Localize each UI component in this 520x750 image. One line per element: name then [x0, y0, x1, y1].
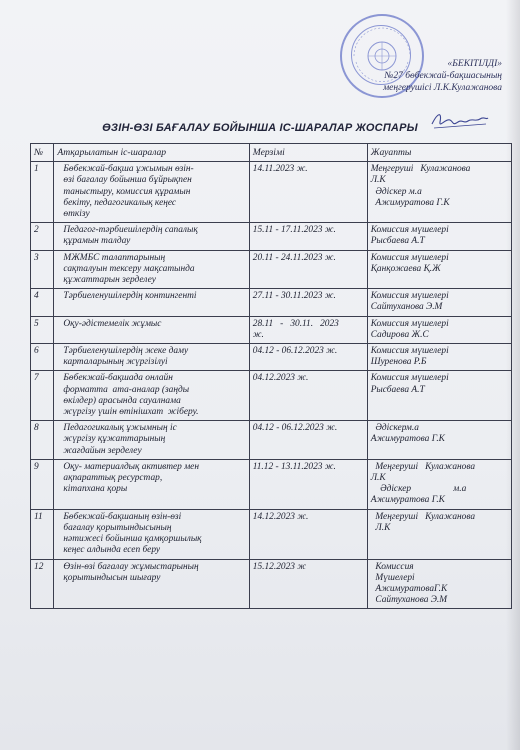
row-activity-line: өкілдер) арасында сауалнама	[63, 395, 181, 406]
row-activity-line: Педагогикалық ұжымның іс	[63, 423, 177, 434]
header-responsible: Жауапты	[367, 144, 511, 162]
row-activity-line: Оқу-әдістемелік жұмыс	[63, 318, 162, 329]
row-activity	[54, 509, 249, 559]
row-responsible-line: Комиссия мүшелері	[370, 373, 449, 384]
row-number: 5	[31, 316, 54, 343]
row-activity-line: өзі бағалау бойынша бұйрықпен	[63, 175, 192, 186]
row-date-line: 27.11 - 30.11.2023 ж.	[252, 291, 336, 302]
row-activity	[54, 421, 249, 460]
row-responsible	[367, 162, 511, 223]
row-responsible-line: Әдіскер м.а	[370, 484, 467, 495]
row-activity-line: Бөбекжай-бақша ұжымын өзін-	[63, 164, 194, 175]
row-activity-line: таныстыру, комиссия құрамын	[63, 186, 191, 197]
page-title: ӨЗІН-ӨЗІ БАҒАЛАУ БОЙЫНША ІС-ШАРАЛАР ЖОСПАРЫ	[102, 122, 418, 134]
row-activity-line: кітапхана қоры	[63, 484, 128, 495]
row-activity-line: қорытындысын шығару	[63, 572, 161, 583]
row-responsible-line: Рысбаева А.Т	[370, 236, 425, 247]
table-row	[31, 162, 512, 223]
row-activity-line: Өзін-өзі бағалау жұмыстарының	[63, 561, 199, 572]
row-activity	[54, 162, 249, 223]
row-date	[249, 559, 367, 609]
row-date	[249, 316, 367, 343]
row-activity-line: өткізу	[63, 209, 90, 220]
table-row	[31, 459, 512, 509]
row-activity-line: жүргізу үшін өтінішхат жіберу.	[63, 407, 199, 418]
row-date	[249, 371, 367, 421]
header-date: Мерзімі	[249, 144, 367, 162]
row-date	[249, 344, 367, 371]
row-responsible-line: Қанқожаева Қ.Ж	[370, 263, 441, 274]
row-responsible-line: Л.К	[370, 175, 386, 186]
row-date-line: 04.12 - 06.12.2023 ж.	[252, 346, 338, 357]
row-responsible	[367, 509, 511, 559]
row-responsible-line: Меңгеруші Кулажанова	[370, 164, 471, 175]
table-row	[31, 371, 512, 421]
table-row	[31, 316, 512, 343]
row-responsible-line: Мүшелері	[370, 572, 415, 583]
row-date	[249, 250, 367, 289]
table-row	[31, 289, 512, 316]
row-responsible-line: Комиссия мүшелері	[370, 318, 449, 329]
row-number: 8	[31, 421, 54, 460]
table-body	[31, 162, 512, 609]
table-row	[31, 421, 512, 460]
header-no: №	[31, 144, 54, 162]
row-responsible-line: Меңгеруші Кулажанова	[370, 461, 476, 472]
row-date	[249, 289, 367, 316]
row-date-line: 14.12.2023 ж.	[252, 511, 309, 522]
row-activity	[54, 371, 249, 421]
row-responsible-line: Ажимуратова Г.К	[370, 434, 445, 445]
row-date	[249, 459, 367, 509]
row-responsible	[367, 459, 511, 509]
table-row	[31, 250, 512, 289]
row-date-line: 11.12 - 13.11.2023 ж.	[252, 461, 336, 472]
row-date-line: 04.12 - 06.12.2023 ж.	[252, 423, 338, 434]
row-activity-line: Бөбекжай-бақшаның өзін-өзі	[63, 511, 182, 522]
row-number: 12	[31, 559, 54, 609]
approval-block	[362, 58, 502, 94]
row-activity	[54, 559, 249, 609]
row-date	[249, 162, 367, 223]
table-row	[31, 559, 512, 609]
row-number: 1	[31, 162, 54, 223]
row-responsible	[367, 250, 511, 289]
row-number: 9	[31, 459, 54, 509]
row-date-line: 20.11 - 24.11.2023 ж.	[252, 252, 336, 263]
row-activity-line: жағдайын зерделеу	[63, 445, 142, 456]
row-activity-line: бекіту, педагогикалық кеңес	[63, 197, 177, 208]
row-date	[249, 421, 367, 460]
row-number: 7	[31, 371, 54, 421]
row-responsible	[367, 223, 511, 250]
row-responsible	[367, 371, 511, 421]
row-responsible-line: Сайтуханова Э.М	[370, 302, 443, 313]
row-date	[249, 223, 367, 250]
row-activity-line: құрамын талдау	[63, 236, 131, 247]
table-row	[31, 223, 512, 250]
row-activity-line: Педагог-тәрбиешілердің сапалық	[63, 225, 198, 236]
row-responsible-line: Шуренова Р.Б	[370, 357, 427, 368]
row-responsible-line: Комиссия мүшелері	[370, 346, 449, 357]
row-responsible-line: Комиссия мүшелері	[370, 225, 449, 236]
plan-table	[30, 143, 512, 609]
row-number: 3	[31, 250, 54, 289]
row-activity	[54, 316, 249, 343]
table-header-row	[31, 144, 512, 162]
row-activity-line: нәтижесі бойынша қамқоршылық	[63, 534, 202, 545]
row-date	[249, 509, 367, 559]
row-responsible-line: Сайтуханова Э.М	[370, 595, 448, 606]
row-responsible-line: Комиссия мүшелері	[370, 291, 449, 302]
table-row	[31, 509, 512, 559]
row-activity-line: МЖМБС талаптарының	[63, 252, 166, 263]
row-number: 4	[31, 289, 54, 316]
row-responsible-line: Ажимуратова Г.К	[370, 197, 450, 208]
approval-head: меңгерушісі Л.К.Кулажанова	[383, 83, 502, 93]
row-activity-line: карталарының жүргізілуі	[63, 357, 168, 368]
row-responsible-line: Меңгеруші Кулажанова	[370, 511, 476, 522]
row-responsible-line: Рысбаева А.Т	[370, 384, 425, 395]
row-activity-line: форматта ата-аналар (заңды	[63, 384, 190, 395]
row-responsible	[367, 559, 511, 609]
approval-org: №27 бөбекжай-бақшасының	[384, 71, 502, 81]
row-activity	[54, 250, 249, 289]
row-activity-line: ақпараттық ресурстар,	[63, 473, 163, 484]
row-date-line: 28.11 - 30.11. 2023	[252, 318, 339, 329]
row-activity	[54, 223, 249, 250]
row-responsible-line: Садирова Ж.С	[370, 329, 429, 340]
row-activity-line: Бөбекжай-бақшада онлайн	[63, 373, 173, 384]
row-responsible-line: АжимуратоваГ.К	[370, 583, 448, 594]
row-activity	[54, 344, 249, 371]
row-activity-line: жүргізу құжаттарының	[63, 434, 166, 445]
row-responsible-line: Комиссия	[370, 561, 414, 572]
row-activity-line: құжаттарын зерделеу	[63, 275, 156, 286]
row-activity-line: сақталуын тексеру мақсатында	[63, 263, 195, 274]
row-date-line: 15.12.2023 ж	[252, 561, 307, 572]
header-activity: Атқарылатын іс-шаралар	[54, 144, 249, 162]
row-activity	[54, 289, 249, 316]
row-number: 11	[31, 509, 54, 559]
row-date-line: 15.11 - 17.11.2023 ж.	[252, 225, 336, 236]
row-responsible	[367, 344, 511, 371]
row-responsible-line: Әдіскер м.а	[370, 186, 422, 197]
row-responsible	[367, 289, 511, 316]
row-number: 2	[31, 223, 54, 250]
row-activity	[54, 459, 249, 509]
row-activity-line: Оқу- материалдық активтер мен	[63, 461, 199, 472]
row-responsible	[367, 421, 511, 460]
row-responsible-line: Л.К	[370, 522, 391, 533]
table-row	[31, 344, 512, 371]
row-date-line: 14.11.2023 ж.	[252, 164, 308, 175]
approval-label: «БЕКІТІЛДІ»	[447, 59, 502, 69]
row-activity-line: кеңес алдында есеп беру	[63, 545, 161, 556]
row-responsible-line: Әдіскерм.а	[370, 423, 419, 434]
row-activity-line: Тәрбиеленушілердің контингенті	[63, 291, 197, 302]
row-date-line: 04.12.2023 ж.	[252, 373, 309, 384]
row-responsible	[367, 316, 511, 343]
row-activity-line: Тәрбиеленушілердің жеке даму	[63, 346, 189, 357]
row-number: 6	[31, 344, 54, 371]
row-responsible-line: Комиссия мүшелері	[370, 252, 449, 263]
row-responsible-line: Л.К	[370, 473, 386, 484]
row-activity-line: бағалау қорытындысының	[63, 522, 172, 533]
row-date-line: ж.	[252, 329, 264, 340]
row-responsible-line: Ажимуратова Г.К	[370, 495, 445, 506]
